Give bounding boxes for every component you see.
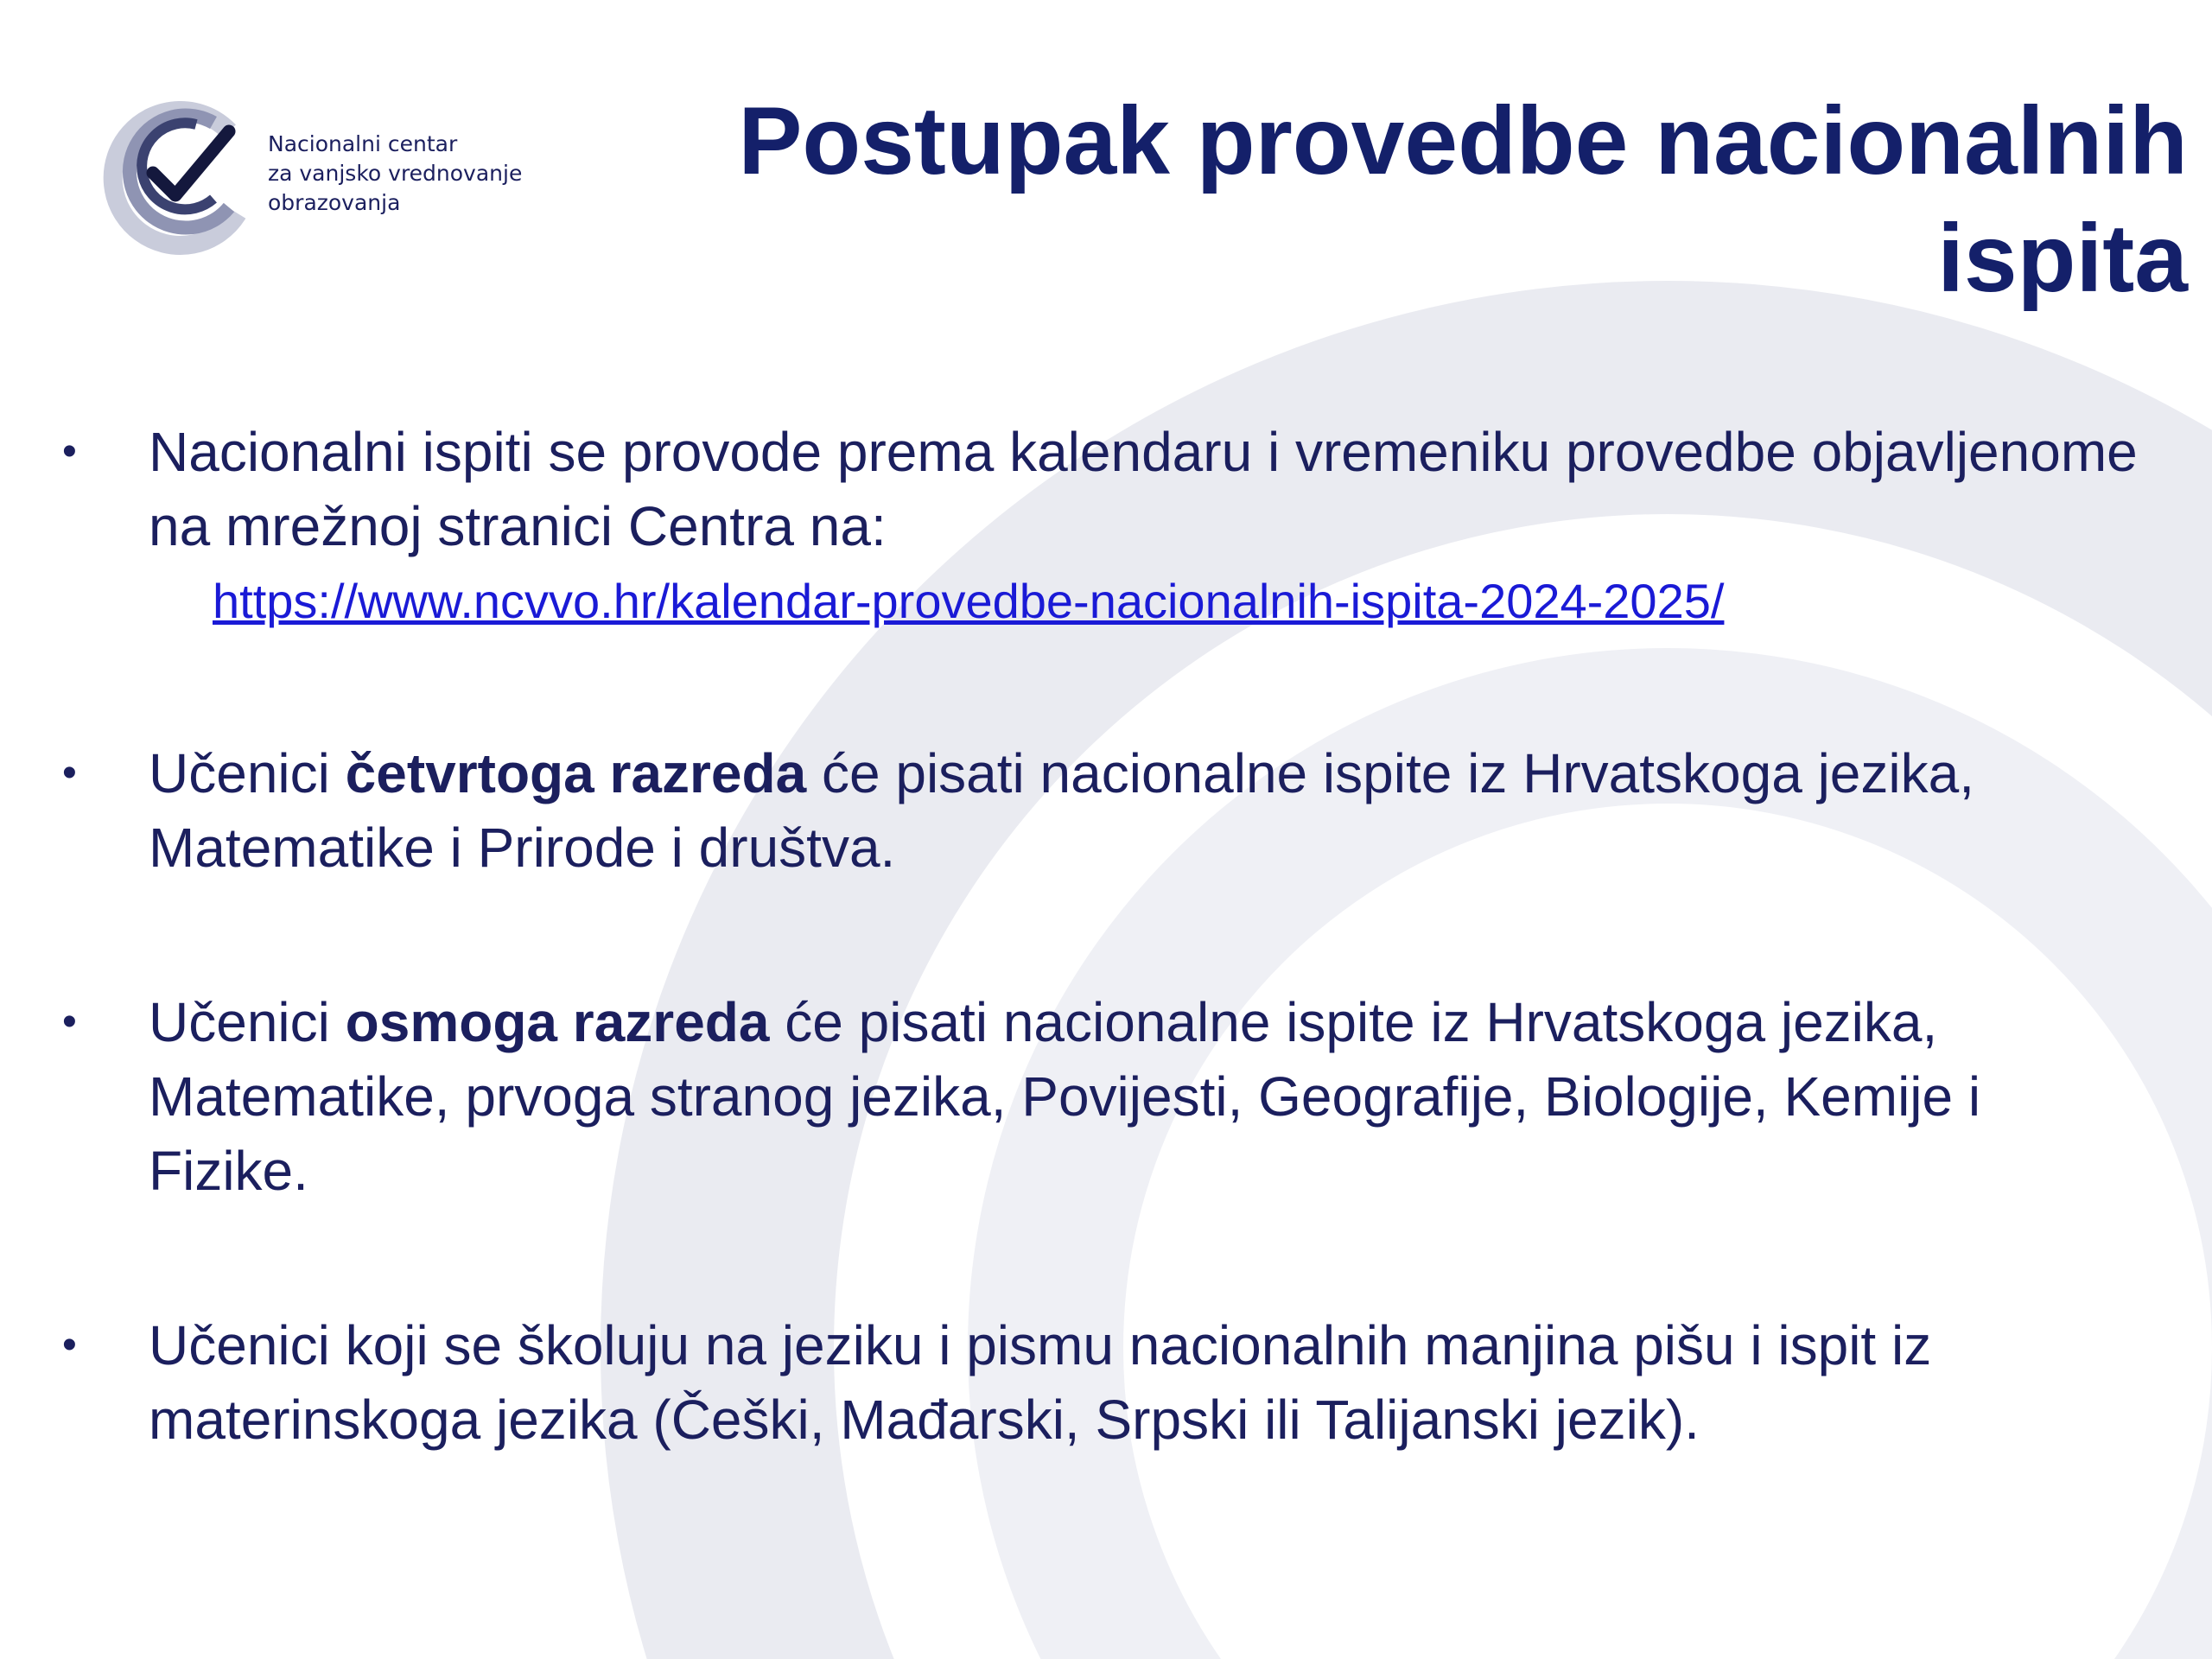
logo-line-3: obrazovanja [268,190,401,215]
title-line-1: Postupak provedbe nacionalnih [738,87,2188,194]
bullet-icon: • [62,750,77,796]
bullet-icon: • [62,999,77,1045]
list-item [60,985,2152,1208]
item-text-after: će pisati nacionalne ispite iz Hrvatskoga jezika, Matematike, prvoga stranog jezika, Povijesti, Geografije, Biologije, Kemije i Fizike. [149,991,1981,1202]
page-title [546,82,2188,317]
logo [99,97,583,261]
item-text: Nacionalni ispiti se provode prema kalendaru i vremeniku provedbe objavljenome na mrežnoj stranici Centra na: [149,421,2138,557]
logo-line-1: Nacionalni centar [268,131,458,156]
item-text-before: Učenici [149,742,346,804]
calendar-link[interactable]: https://www.ncvvo.hr/kalendar-provedbe-nacionalnih-ispita-2024-2025/ [213,574,1725,628]
bullet-icon: • [62,429,77,474]
logo-checkmark-icon [99,97,259,257]
list-item [60,736,2152,885]
bullet-list [60,415,2152,1457]
logo-text [268,130,579,218]
logo-line-2: za vanjsko vrednovanje [268,161,523,186]
item-text-before: Učenici [149,991,346,1053]
item-text: Učenici koji se školuju na jeziku i pismu nacionalnih manjina pišu i ispit iz materinskoga jezika (Češki, Mađarski, Srpski ili Talijanski jezik). [149,1314,1932,1451]
title-line-2: ispita [1937,205,2188,312]
item-text-after: će pisati nacionalne ispite iz Hrvatskoga jezika, Matematike i Prirode i društva. [149,742,1974,879]
item-text-bold: osmoga razreda [345,991,770,1053]
bullet-icon: • [62,1322,77,1368]
list-item [60,415,2152,636]
item-text-bold: četvrtoga razreda [345,742,807,804]
list-item [60,1308,2152,1457]
